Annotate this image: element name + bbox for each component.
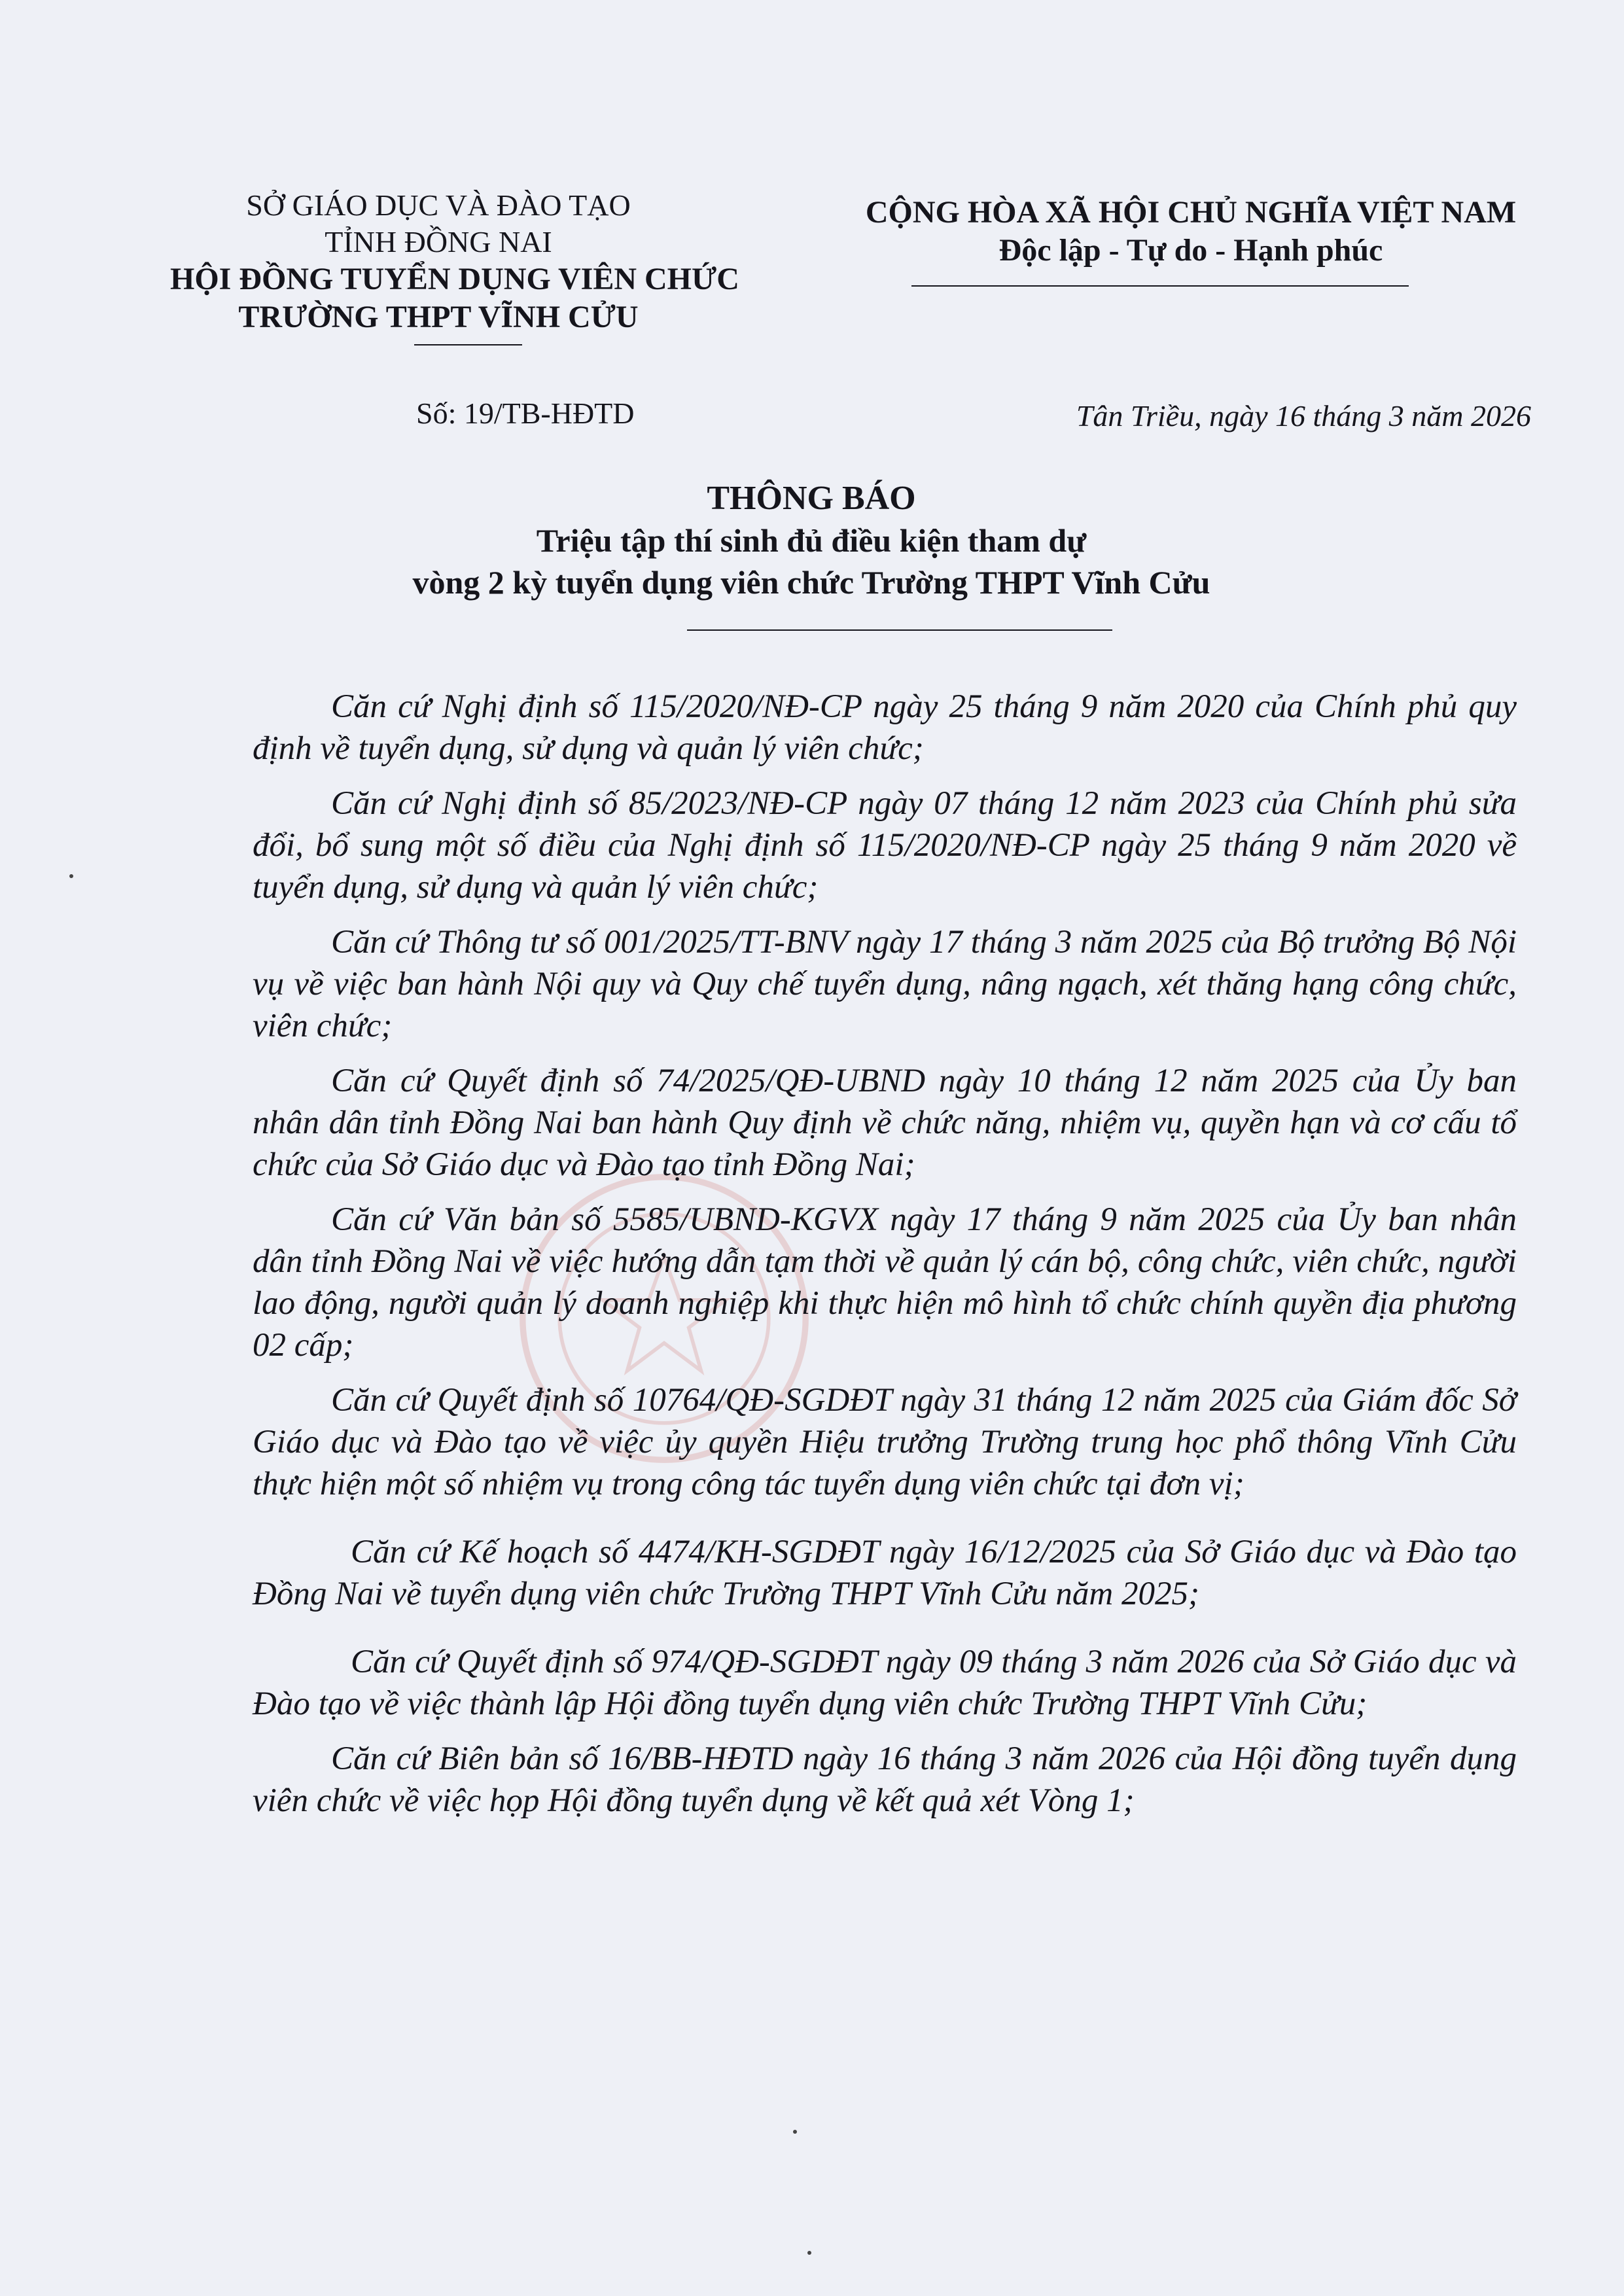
basis-paragraph: Căn cứ Thông tư số 001/2025/TT-BNV ngày 17 tháng 3 năm 2025 của Bộ trưởng Bộ Nội vụ về việc ban hành Nội quy và Quy chế tuyển dụng, nâng ngạch, xét thăng hạng công chức, viên chức;: [253, 924, 1517, 1044]
document-date: Tân Triều, ngày 16 tháng 3 năm 2026: [1076, 399, 1531, 433]
title-subtitle-1: Triệu tập thí sinh đủ điều kiện tham dự: [536, 522, 1087, 559]
agency-line-2: TỈNH ĐỒNG NAI: [325, 225, 552, 258]
agency-line-4: TRƯỜNG THPT VĨNH CỬU: [238, 300, 639, 334]
title-main: THÔNG BÁO: [707, 480, 916, 517]
document-number: Số: 19/TB-HĐTD: [416, 397, 635, 430]
agency-line-3: HỘI ĐỒNG TUYỂN DỤNG VIÊN CHỨC: [170, 262, 739, 296]
agency-underline: [414, 344, 522, 345]
scan-speck: [807, 2251, 811, 2255]
basis-paragraph: Căn cứ Quyết định số 74/2025/QĐ-UBND ngày 10 tháng 12 năm 2025 của Ủy ban nhân dân tỉnh Đồng Nai ban hành Quy định về chức năng, nhiệm vụ, quyền hạn và cơ cấu tổ chức của Sở Giáo dục và Đào tạo tỉnh Đồng Nai;: [253, 1063, 1517, 1183]
title-underline: [687, 629, 1112, 631]
motto: Độc lập - Tự do - Hạnh phúc: [998, 233, 1383, 268]
basis-paragraph: Căn cứ Văn bản số 5585/UBND-KGVX ngày 17 tháng 9 năm 2025 của Ủy ban nhân dân tỉnh Đồng Nai về việc hướng dẫn tạm thời về quản lý cán bộ, công chức, viên chức, người lao động, người quản lý doanh nghiệp khi thực hiện mô hình tổ chức chính quyền địa phương 02 cấp;: [253, 1201, 1517, 1364]
basis-paragraph: Căn cứ Nghị định số 115/2020/NĐ-CP ngày 25 tháng 9 năm 2020 của Chính phủ quy định về tuyển dụng, sử dụng và quản lý viên chức;: [253, 688, 1517, 767]
basis-paragraph: Căn cứ Quyết định số 974/QĐ-SGDĐT ngày 09 tháng 3 năm 2026 của Sở Giáo dục và Đào tạo về việc thành lập Hội đồng tuyển dụng viên chức Trường THPT Vĩnh Cửu;: [253, 1644, 1517, 1722]
issuing-agency-block: [170, 187, 739, 336]
basis-paragraph: Căn cứ Nghị định số 85/2023/NĐ-CP ngày 07 tháng 12 năm 2023 của Chính phủ sửa đổi, bổ sung một số điều của Nghị định số 115/2020/NĐ-CP ngày 25 tháng 9 năm 2020 về tuyển dụng, sử dụng và quản lý viên chức;: [253, 785, 1517, 906]
country-name: CỘNG HÒA XÃ HỘI CHỦ NGHĨA VIỆT NAM: [865, 195, 1517, 230]
basis-paragraph: Căn cứ Biên bản số 16/BB-HĐTD ngày 16 tháng 3 năm 2026 của Hội đồng tuyển dụng viên chức về việc họp Hội đồng tuyển dụng về kết quả xét Vòng 1;: [253, 1740, 1517, 1819]
legal-basis-list: [253, 686, 1517, 1835]
basis-paragraph: Căn cứ Kế hoạch số 4474/KH-SGDĐT ngày 16/12/2025 của Sở Giáo dục và Đào tạo Đồng Nai về tuyển dụng viên chức Trường THPT Vĩnh Cửu năm 2025;: [253, 1534, 1517, 1612]
title-subtitle-2: vòng 2 kỳ tuyển dụng viên chức Trường THPT Vĩnh Cửu: [412, 564, 1210, 601]
document-title: [249, 478, 1374, 603]
scan-speck: [793, 2130, 797, 2134]
national-motto-block: [831, 194, 1551, 270]
basis-paragraph: Căn cứ Quyết định số 10764/QĐ-SGDĐT ngày 31 tháng 12 năm 2025 của Giám đốc Sở Giáo dục và Đào tạo về việc ủy quyền Hiệu trưởng Trường trung học phổ thông Vĩnh Cửu thực hiện một số nhiệm vụ trong công tác tuyển dụng viên chức tại đơn vị;: [253, 1382, 1517, 1502]
scan-speck: [69, 874, 73, 878]
motto-underline: [911, 285, 1409, 287]
agency-line-1: SỞ GIÁO DỤC VÀ ĐÀO TẠO: [246, 188, 631, 222]
